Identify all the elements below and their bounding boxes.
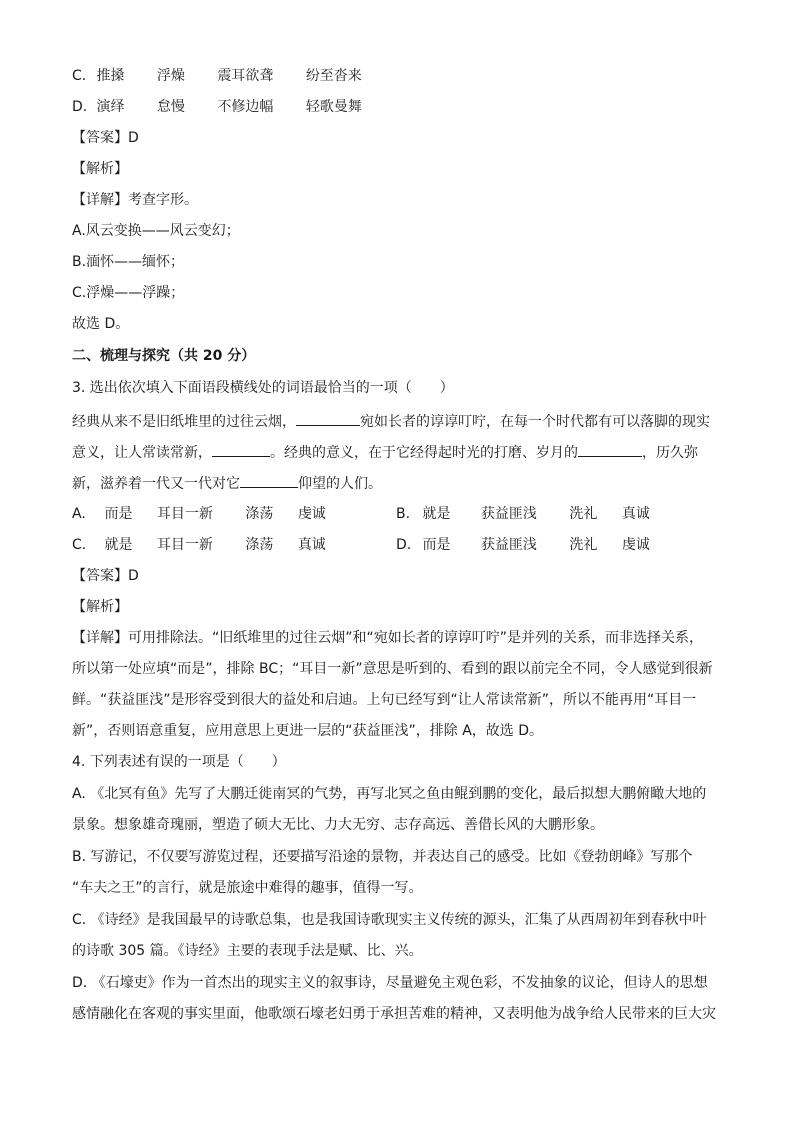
q4-option-a-line-1: A. 《北冥有鱼》先写了大鹏迁徙南冥的气势，再写北冥之鱼由鲲到鹏的变化，最后拟想大鹏俯瞰大地的 [72,786,707,802]
q2-option-d [72,97,362,117]
q3-option-d: D. 而是 获益匪浅 洗礼 虔诚 [396,537,650,553]
option-word: 震耳欲聋 [217,68,274,84]
q3-option-a: A. 而是 耳目一新 涤荡 虔诚 [72,506,326,522]
option-letter: C. [72,68,87,84]
q3-option-c: C. 就是 耳目一新 涤荡 真诚 [72,537,326,553]
q3-detail-line-3: 鲜。“获益匪浅”是形容受到很大的益处和启迪。上句已经写到“让人常读常新”，所以不能再用“耳目一 [72,692,697,708]
q3-passage-line-2: 意义，让人常读常新， 。经典的意义，在于它经得起时光的打磨、岁月的 ，历久弥 [72,441,698,463]
fill-blank-4 [240,472,298,488]
q3-detail-line-1: 【详解】可用排除法。“旧纸堆里的过往云烟”和“宛如长者的谆谆叮咛”是并列的关系，而非选择关系， [72,630,704,646]
q2-option-c [72,66,362,86]
fill-blank-3 [578,441,642,457]
fill-blank-2 [212,441,270,457]
q2-answer: 【答案】D [72,130,139,146]
q3-passage-line-1: 经典从来不是旧纸堆里的过往云烟， 宛如长者的谆谆叮咛，在每一个时代都有可以落脚的现实 [72,410,710,432]
q3-stem: 3. 选出依次填入下面语段横线处的词语最恰当的一项（ ） [72,380,454,396]
q4-option-d-line-2: 感情融化在客观的事实里面，他歌颂石壕老妇勇于承担苦难的精神，又表明他为战争给人民带来的巨大灾 [72,1006,716,1022]
q4-option-a-line-2: 景象。想象雄奇瑰丽，塑造了硕大无比、力大无穷、志存高远、善借长风的大鹏形象。 [72,817,604,833]
option-letter: D. [72,99,88,115]
q3-detail-line-4: 新”，否则语意重复，应用意思上更进一层的“获益匪浅”，排除 A，故选 D。 [72,723,544,739]
option-word: 轻歌曼舞 [305,99,362,115]
q2-detail: 【详解】考查字形。 [72,192,198,208]
q3-detail-line-2: 所以第一处应填“而是”，排除 BC；“耳目一新”意思是听到的、看到的跟以前完全不同，令人感觉到很新 [72,661,713,677]
q2-conclusion: 故选 D。 [72,316,130,332]
option-word: 怠慢 [156,99,185,115]
q4-option-b-line-2: “车夫之王”的言行，就是旅途中难得的趣事，值得一写。 [72,880,423,896]
q4-option-c-line-1: C. 《诗经》是我国最早的诗歌总集，也是我国诗歌现实主义传统的源头，汇集了从西周初年到春秋中叶 [72,912,707,928]
option-word: 推搡 [96,68,125,84]
option-word: 浮燥 [156,68,185,84]
q3-option-b: B. 就是 获益匪浅 洗礼 真诚 [396,506,650,522]
q3-passage-line-3: 新，滋养着一代又一代对它 仰望的人们。 [72,472,382,494]
q2-analysis: 【解析】 [72,161,128,177]
q4-option-b-line-1: B. 写游记，不仅要写游览过程，还要描写沿途的景物，并表达自己的感受。比如《登勃朗峰》写那个 [72,849,693,865]
q2-item-a: A.风云变换——风云变幻； [72,223,240,239]
q3-answer: 【答案】D [72,568,139,584]
q4-option-d-line-1: D. 《石壕吏》作为一首杰出的现实主义的叙事诗，尽量避免主观色彩，不发抽象的议论，但诗人的思想 [72,975,708,991]
option-word: 演绎 [96,99,125,115]
q2-item-c: C.浮燥——浮躁； [72,285,185,301]
option-word: 纷至沓来 [305,68,362,84]
q3-analysis: 【解析】 [72,599,128,615]
q2-item-b: B.湎怀——缅怀； [72,254,185,270]
q4-option-c-line-2: 的诗歌 305 篇。《诗经》主要的表现手法是赋、比、兴。 [72,943,423,959]
option-word: 不修边幅 [217,99,274,115]
fill-blank-1 [296,410,360,426]
q4-stem: 4. 下列表述有误的一项是（ ） [72,754,286,770]
section-title: 二、梳理与探究（共 20 分） [72,348,256,364]
